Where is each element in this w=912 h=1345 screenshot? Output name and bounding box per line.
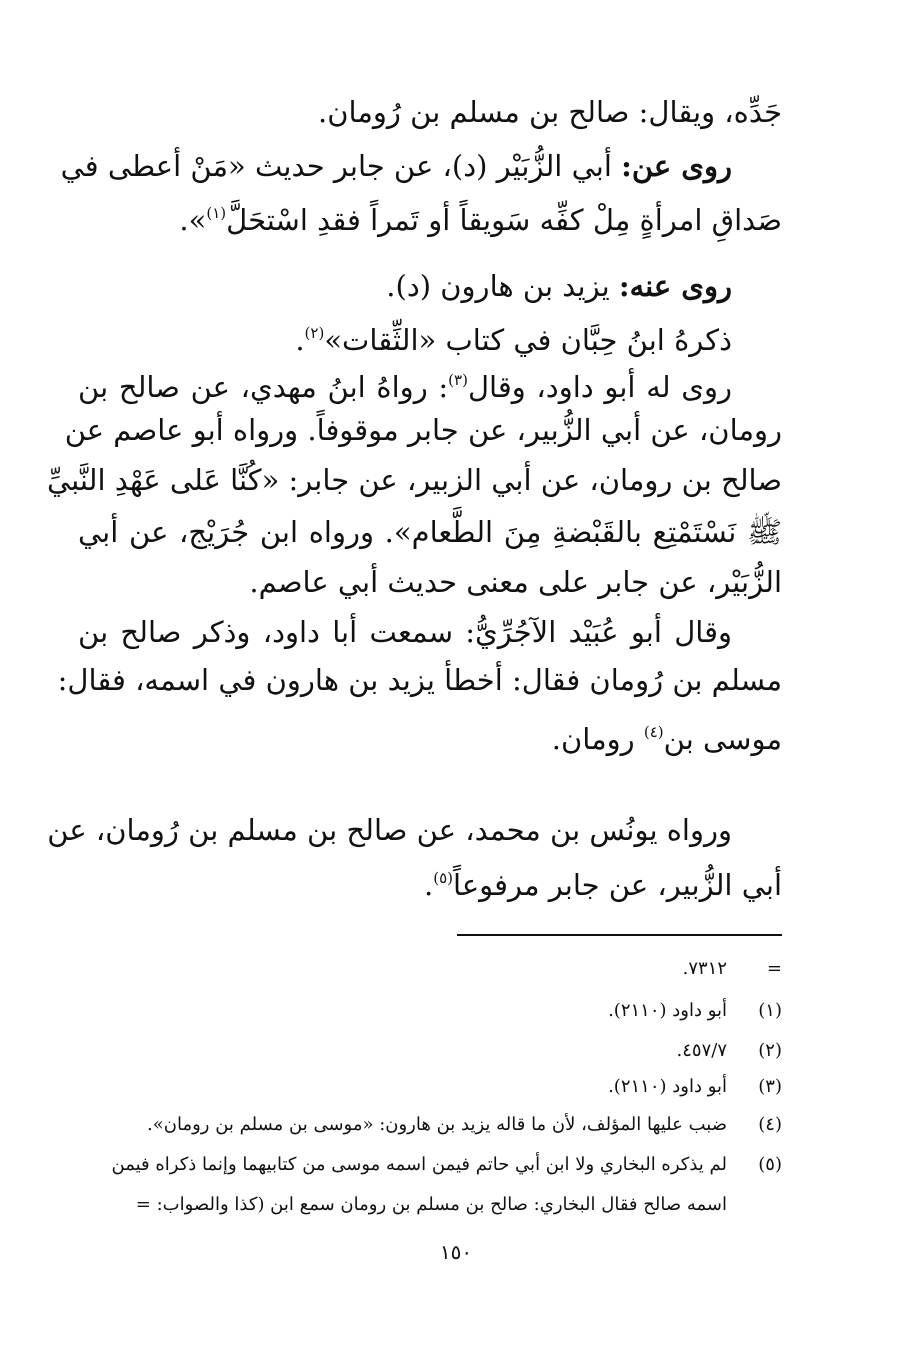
footnote-ref-4: (٤) [643, 723, 664, 741]
body-line-15: أبي الزُّبير، عن جابر مرفوعاً$^{(٥)}$. [424, 868, 782, 902]
body-line-2: روى عن: أبي الزُّبَيْر (د)، عن جابر حديث «مَنْ أعطى في [60, 149, 732, 183]
footnote-1: (١)أبو داود (٢١١٠). [608, 1000, 782, 1021]
body-line-12: مسلم بن رُومان فقال: أخطأ يزيد بن هارون في اسمه، فقال: [57, 663, 782, 697]
body-line-7: رومان، عن أبي الزُّبير، عن جابر موقوفاً. ورواه أبو عاصم عن [64, 413, 782, 447]
footnote-ref-5: (٥) [433, 869, 454, 887]
footnote-5: (٥)لم يذكره البخاري ولا ابن أبي حاتم فيمن اسمه موسى من كتابيهما وإنما ذكراه فيمن [111, 1154, 782, 1175]
body-line-4: روى عنه: يزيد بن هارون (د). [386, 269, 732, 303]
body-line-8: صالح بن رومان، عن أبي الزبير، عن جابر: «كُنَّا عَلى عَهْدِ النَّبيِّ [46, 463, 782, 497]
footnote-5-line-2: اسمه صالح فقال البخاري: صالح بن مسلم بن رومان سمع ابن (كذا والصواب: = [135, 1194, 727, 1215]
continuation-mark: = [766, 958, 782, 979]
footnote-ref-2: (٢) [304, 324, 325, 342]
body-line-13: موسى بن$^{(٤)}$ رومان. [551, 722, 782, 756]
page-number: ١٥٠ [439, 1240, 473, 1264]
footnote-2: (٢)٤٥٧/٧. [676, 1040, 782, 1061]
body-line-3: صَداقِ امرأةٍ مِلْ كفِّه سَويقاً أو تَمراً فقدِ اسْتحَلَّ$^{(١)}$». [179, 203, 782, 237]
narrated-from-label: روى عن: [621, 149, 732, 183]
footnote-continuation: =٧٣١٢. [78, 954, 782, 984]
body-line-10: الزُّبَيْر، عن جابر على معنى حديث أبي عاصم. [249, 565, 782, 599]
footnote-4: (٤)ضبب عليها المؤلف، لأن ما قاله يزيد بن هارون: «موسى بن مسلم بن رومان». [147, 1114, 782, 1135]
body-line-14: ورواه يونُس بن محمد، عن صالح بن مسلم بن رُومان، عن [47, 813, 732, 847]
body-line-6: روى له أبو داود، وقال$^{(٣)}$: رواهُ ابنُ مهدي، عن صالح بن [78, 370, 732, 404]
body-line-9: ﷺ نَسْتَمْتِع بالقَبْضةِ مِنَ الطَّعام». ورواه ابن جُرَيْج، عن أبي [78, 515, 782, 549]
footnote-3: (٣)أبو داود (٢١١٠). [608, 1076, 782, 1097]
footnote-ref-3: (٣) [448, 371, 468, 389]
footnote-separator [457, 934, 782, 936]
body-line-1: جَدِّه، ويقال: صالح بن مسلم بن رُومان. [318, 95, 782, 129]
footnote-ref-1: (١) [206, 204, 227, 222]
narrated-by-label: روى عنه: [618, 269, 732, 303]
body-line-5: ذكرهُ ابنُ حِبَّان في كتاب «الثِّقات»$^{(٢)}$. [295, 323, 732, 357]
body-line-11: وقال أبو عُبَيْد الآجُرِّيُّ: سمعت أبا داود، وذكر صالح بن [78, 615, 732, 649]
